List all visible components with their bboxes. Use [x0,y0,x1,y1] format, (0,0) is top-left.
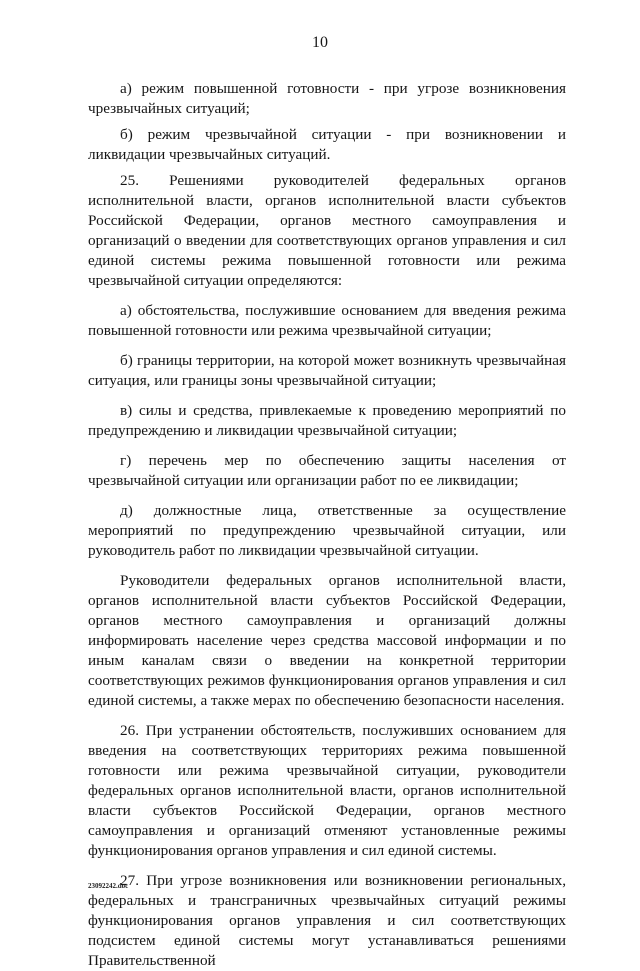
paragraph-26: 26. При устранении обстоятельств, послуживших основанием для введения на соответствующих территориях режима повышенной готовности или режима чрезвычайной ситуации, руководители федеральных органов исполнительной власти, органов исполнительной власти субъектов Российской Федерации, органов местного самоуправления и организаций отменяют установленные режимы функционирования органов управления и сил единой системы. [88,722,566,859]
paragraph-25-g: г) перечень мер по обеспечению защиты населения от чрезвычайной ситуации или организации работ по ее ликвидации; [88,452,566,489]
page-number: 10 [312,34,328,51]
paragraph-b-emergency: б) режим чрезвычайной ситуации - при возникновении и ликвидации чрезвычайных ситуаций. [88,126,566,163]
paragraph-25-b: б) границы территории, на которой может возникнуть чрезвычайная ситуация, или границы зоны чрезвычайной ситуации; [88,352,566,389]
paragraph-inform-population: Руководители федеральных органов исполнительной власти, органов исполнительной власти субъектов Российской Федерации, органов местного самоуправления и организаций должны информировать население через средства массовой информации и по иным каналам связи о введении на конкретной территории соответствующих режимов функционирования органов управления и сил единой системы, а также мерах по обеспечению безопасности населения. [88,572,566,709]
footer-filename: 23092242.doc [88,882,129,890]
paragraph-25-v: в) силы и средства, привлекаемые к проведению мероприятий по предупреждению и ликвидации чрезвычайной ситуации; [88,402,566,439]
paragraph-25-a: а) обстоятельства, послужившие основанием для введения режима повышенной готовности или режима чрезвычайной ситуации; [88,302,566,339]
document-body [88,79,566,971]
paragraph-27: 27. При угрозе возникновения или возникновении региональных, федеральных и трансграничных чрезвычайных ситуаций режимы функционирования органов управления и сил соответствующих подсистем единой системы могут устанавливаться решениями Правительственной [88,872,566,969]
paragraph-25: 25. Решениями руководителей федеральных органов исполнительной власти, органов исполнительной власти субъектов Российской Федерации, органов местного самоуправления и организаций о введении для соответствующих органов управления и сил единой системы режима повышенной готовности или режима чрезвычайной ситуации определяются: [88,172,566,289]
paragraph-a-readiness: а) режим повышенной готовности - при угрозе возникновения чрезвычайных ситуаций; [88,80,566,117]
paragraph-25-d: д) должностные лица, ответственные за осуществление мероприятий по предупреждению чрезвычайной ситуации, или руководитель работ по ликвидации чрезвычайной ситуации. [88,502,566,559]
